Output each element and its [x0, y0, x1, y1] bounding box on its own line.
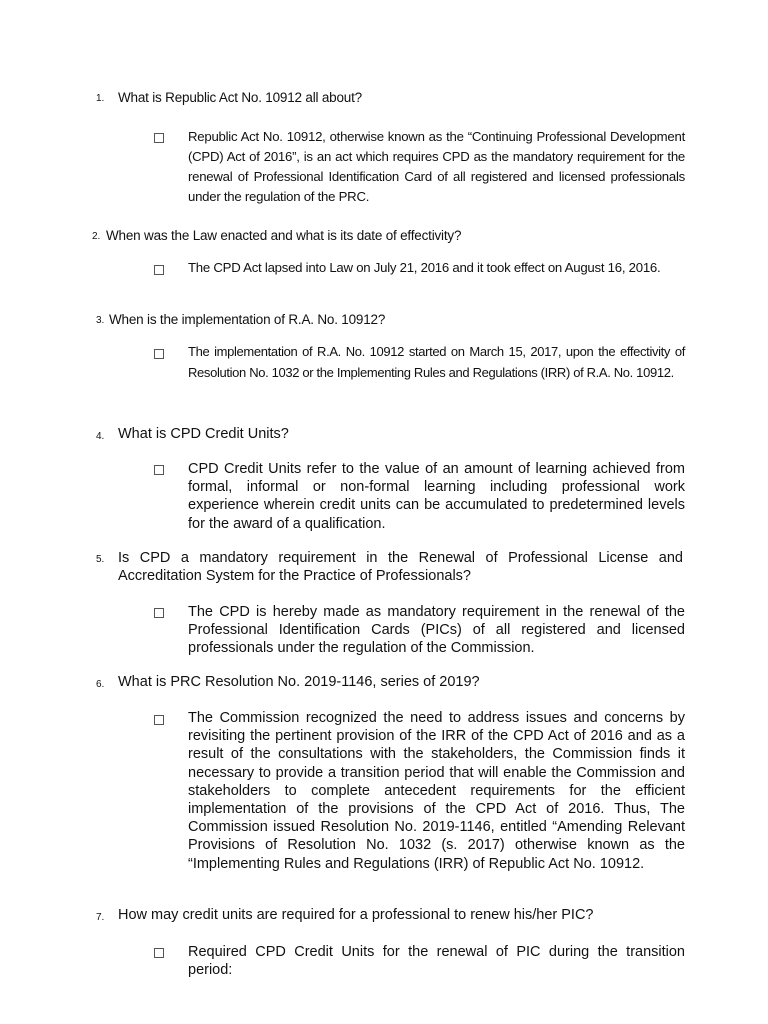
item-number: 1. — [96, 93, 105, 104]
item-number: 2. — [92, 231, 101, 242]
answer-text: Required CPD Credit Units for the renewal of PIC during the transition period: — [188, 944, 685, 979]
checkbox-icon — [154, 349, 164, 359]
checkbox-icon — [154, 465, 164, 475]
answer-text: The CPD Act lapsed into Law on July 21, 2016 and it took effect on August 16, 2016. — [188, 260, 661, 275]
checkbox-icon — [154, 133, 164, 143]
checkbox-icon — [154, 608, 164, 618]
item-number: 7. — [96, 912, 105, 923]
item-number: 3. — [96, 315, 105, 326]
answer-text: CPD Credit Units refer to the value of an amount of learning achieved from formal, informal or non-formal learning including professional work experience wherein credit units can be accumulated to predetermined levels for the award of a qualification. — [188, 461, 685, 532]
question-text: What is Republic Act No. 10912 all about? — [118, 90, 362, 105]
checkbox-icon — [154, 948, 164, 958]
question-text: Is CPD a mandatory requirement in the Renewal of Professional License and Accreditation System for the Practice of Professionals? — [118, 550, 683, 584]
answer-text: The Commission recognized the need to address issues and concerns by revisiting the pertinent provision of the IRR of the CPD Act of 2016 and as a result of the consultations with the stakeholders, the Commission finds it necessary to provide a transition period that will enable the Commission and stakeholders to complete antecedent requirements for the efficient implementation of the provisions of the CPD Act of 2016. Thus, The Commission issued Resolution No. 2019-1146, entitled “Amending Relevant Provisions of Resolution No. 1032 (s. 2017) otherwise known as the “Implementing Rules and Regulations (IRR) of Republic Act No. 10912. — [188, 710, 685, 872]
checkbox-icon — [154, 715, 164, 725]
question-text: What is PRC Resolution No. 2019-1146, series of 2019? — [118, 674, 480, 690]
answer-text: Republic Act No. 10912, otherwise known as the “Continuing Professional Development (CPD) Act of 2016”, is an act which requires CPD as the mandatory requirement for the renewal of Professional Identification Card of all registered and licensed professionals under the regulation of the PRC. — [188, 129, 685, 204]
item-number: 4. — [96, 431, 105, 442]
item-number: 6. — [96, 679, 105, 690]
question-text: When was the Law enacted and what is its date of effectivity? — [106, 228, 462, 243]
question-text: When is the implementation of R.A. No. 10912? — [109, 312, 386, 327]
answer-text: The CPD is hereby made as mandatory requirement in the renewal of the Professional Identification Cards (PICs) of all registered and licensed professionals under the regulation of the Commission. — [188, 604, 685, 657]
answer-text: The implementation of R.A. No. 10912 started on March 15, 2017, upon the effectivity of Resolution No. 1032 or the Implementing Rules and Regulations (IRR) of R.A. No. 10912. — [188, 344, 685, 380]
checkbox-icon — [154, 265, 164, 275]
question-text: What is CPD Credit Units? — [118, 426, 289, 442]
question-text: How may credit units are required for a professional to renew his/her PIC? — [118, 907, 594, 923]
item-number: 5. — [96, 554, 105, 565]
